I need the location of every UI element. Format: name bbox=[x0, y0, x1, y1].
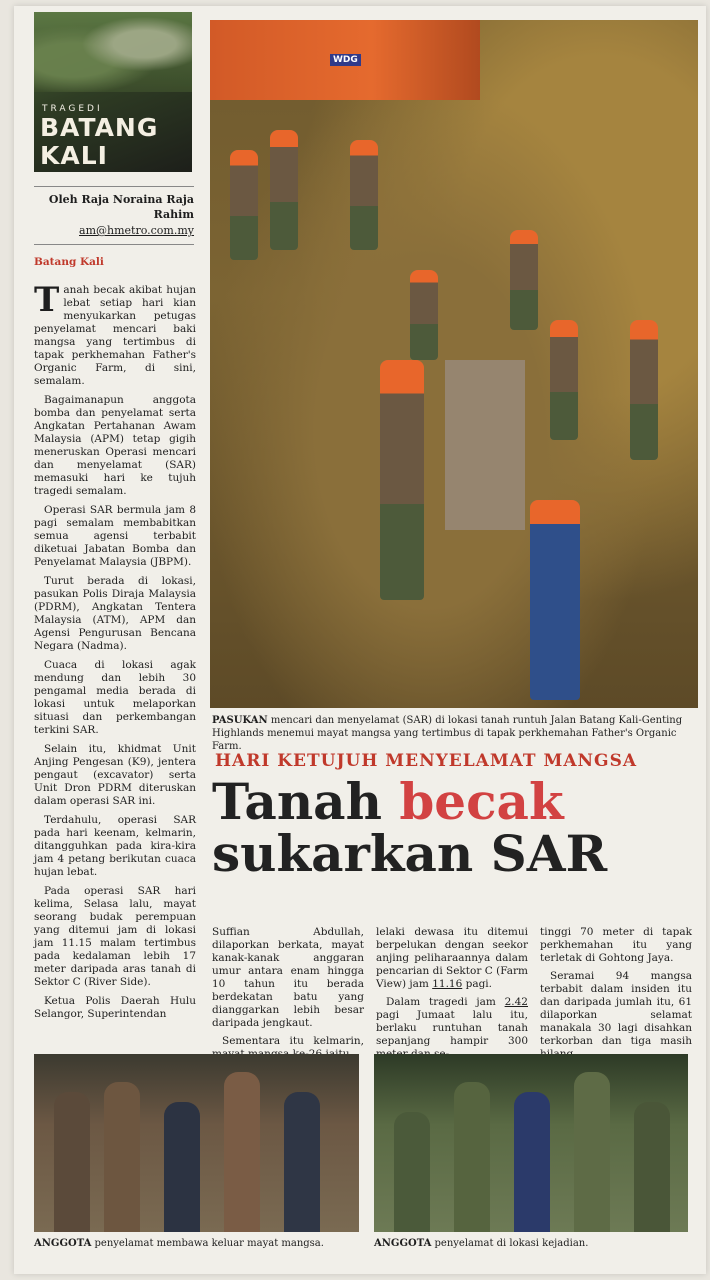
headline-kicker: HARI KETUJUH MENYELAMAT MANGSA bbox=[215, 751, 638, 771]
rescuer-figure bbox=[230, 150, 258, 260]
logo-aerial-image bbox=[34, 12, 192, 92]
photo-rescuers-carrying bbox=[34, 1054, 359, 1232]
paragraph: Cuaca di lokasi agak mendung dan lebih 30 pengamal media berada di lokasi untuk melaporkan situasi dan perkembangan terkini SAR. bbox=[34, 659, 196, 736]
paragraph-text: pagi. bbox=[462, 978, 493, 990]
paragraph: Selain itu, khidmat Unit Anjing Pengesan (K9), jentera pengaut (excavator) serta Unit Dron PDRM diteruskan dalam operasi SAR ini. bbox=[34, 743, 196, 807]
caption-text: penyelamat di lokasi kejadian. bbox=[431, 1238, 589, 1249]
byline-rule-top bbox=[34, 186, 194, 187]
logo-title bbox=[40, 114, 158, 170]
paragraph-text: Sementara itu kelmarin, bbox=[222, 1035, 364, 1047]
paragraph-text: pagi Jumaat lalu itu, berlaku runtuhan tanah sepanjang hampir 300 bbox=[376, 1009, 528, 1047]
rescuer-figure bbox=[380, 360, 424, 600]
blurred-victim-area bbox=[445, 360, 525, 530]
caption-lead: ANGGOTA bbox=[34, 1238, 92, 1249]
dateline-location: Batang Kali bbox=[34, 256, 104, 268]
paragraph bbox=[34, 280, 196, 388]
paragraph: tinggi 70 meter di tapak perkhemahan itu yang terletak di Gohtong Jaya. bbox=[540, 926, 692, 964]
rescuer-figure bbox=[164, 1102, 200, 1232]
rescuer-figure bbox=[630, 320, 658, 460]
logo-line1: TRAGEDI bbox=[42, 104, 103, 114]
caption-lead: PASUKAN bbox=[212, 715, 268, 726]
paragraph bbox=[376, 926, 528, 991]
headline-highlight-word: becak bbox=[399, 772, 564, 831]
rescuer-figure bbox=[574, 1072, 610, 1232]
caption-text: penyelamat membawa keluar mayat mangsa. bbox=[91, 1238, 324, 1249]
logo-line2: BATANG bbox=[40, 113, 159, 142]
article-column-2 bbox=[212, 926, 364, 1066]
paragraph: Turut berada di lokasi, pasukan Polis Diraja Malaysia (PDRM), Angkatan Tentera Malaysia (ATM), APM dan Agensi Pengurusan Bencana Negara (Nadma). bbox=[34, 575, 196, 652]
rescuer-figure bbox=[530, 500, 580, 700]
excavator-shape bbox=[210, 20, 480, 100]
rescuer-figure bbox=[54, 1092, 90, 1232]
paragraph: Seramai 94 mangsa terbabit dalam insiden itu dan daripada jumlah itu, 61 dilaporkan selamat manakala 30 lagi disahkan terkorban dan tiga masih bbox=[540, 970, 692, 1047]
paragraph bbox=[376, 996, 528, 1061]
byline-author: Oleh Raja Noraina Raja Rahim bbox=[48, 193, 194, 221]
excavator-label: WDG bbox=[330, 54, 361, 66]
main-photo-caption bbox=[212, 714, 696, 753]
article-column-4 bbox=[540, 926, 692, 1066]
paragraph: Bagaimanapun anggota bomba dan penyelamat serta Angkatan Pertahanan Awam Malaysia (APM) tetap gigih meneruskan Operasi mencari dan menyelamat (SAR) memasuki hari ke tujuh tragedi semalam. bbox=[34, 394, 196, 497]
rescuer-figure bbox=[454, 1082, 490, 1232]
rescuer-figure bbox=[350, 140, 378, 250]
paragraph: Operasi SAR bermula jam 8 pagi semalam membabitkan semua agensi terbabit diketuai Jabatan Bomba dan Penyelamat Malaysia (JBPM). bbox=[34, 504, 196, 568]
rescuer-figure bbox=[510, 230, 538, 330]
caption-lead: ANGGOTA bbox=[374, 1238, 432, 1249]
paragraph-text: 2.42 bbox=[504, 996, 528, 1008]
headline-word: Tanah bbox=[212, 772, 400, 831]
paragraph-text: Dalam tragedi jam bbox=[386, 996, 505, 1008]
article-column-1 bbox=[34, 280, 196, 1027]
headline-word: sukarkan SAR bbox=[212, 824, 608, 883]
paragraph: Terdahulu, operasi SAR pada hari keenam, kelmarin, ditangguhkan pada kira-kira jam 4 petang berikutan cuaca hujan lebat. bbox=[34, 814, 196, 878]
paragraph-text: anah becak akibat hujan lebat setiap hari kian menyukarkan petugas penyelamat mencari baki mangsa yang tertimbus di tapak perkhemahan Father's Organic Farm, di sini, semalam. bbox=[34, 284, 196, 387]
rescuer-figure bbox=[284, 1092, 320, 1232]
rescuer-figure bbox=[224, 1072, 260, 1232]
rescuer-figure bbox=[550, 320, 578, 440]
paragraph: Pada operasi SAR hari kelima, Selasa lalu, mayat seorang budak perempuan yang ditemui jam di lokasi jam 11.15 malam tertimbus pada kedalaman lebih 17 meter daripada aras tanah di Sektor C (River Side). bbox=[34, 885, 196, 988]
rescuer-figure bbox=[410, 270, 438, 360]
photo-right-caption bbox=[374, 1238, 588, 1249]
rescuer-figure bbox=[394, 1112, 430, 1232]
rescuer-figure bbox=[270, 130, 298, 250]
article-column-3 bbox=[376, 926, 528, 1066]
caption-text: mencari dan menyelamat (SAR) di lokasi tanah runtuh Jalan Batang Kali-Genting Highlands menemui mayat mangsa yang tertimbus di tapak perkhemahan Father's Organic Farm. bbox=[212, 715, 683, 752]
paragraph-text: lelaki dewasa itu ditemui berpelukan dengan seekor anjing peliharaannya dalam pencarian di Sektor C (Farm View) jam bbox=[376, 926, 528, 990]
logo-line3: KALI bbox=[40, 141, 108, 170]
byline-email-link[interactable]: am@hmetro.com.my bbox=[79, 224, 194, 237]
photo-rescuers-at-site bbox=[374, 1054, 688, 1232]
paragraph: Suffian Abdullah, dilaporkan berkata, mayat kanak-kanak anggaran umur antara enam hingga 10 tahun itu berada berdekatan batu yang dianggarkan lebih besar daripada jengkaut. bbox=[212, 926, 364, 1029]
paragraph: Ketua Polis Daerah Hulu Selangor, Superintendan bbox=[34, 995, 196, 1020]
rescuer-figure bbox=[104, 1082, 140, 1232]
main-rescue-photo bbox=[210, 20, 698, 708]
photo-left-caption bbox=[34, 1238, 324, 1249]
drop-cap: T bbox=[34, 280, 60, 320]
headline bbox=[212, 772, 700, 883]
paragraph-text: 11.16 bbox=[432, 978, 463, 990]
tragedi-batang-kali-logo bbox=[34, 12, 192, 172]
rescuer-figure bbox=[634, 1102, 670, 1232]
byline-rule-bottom bbox=[34, 244, 194, 245]
rescuer-figure bbox=[514, 1092, 550, 1232]
